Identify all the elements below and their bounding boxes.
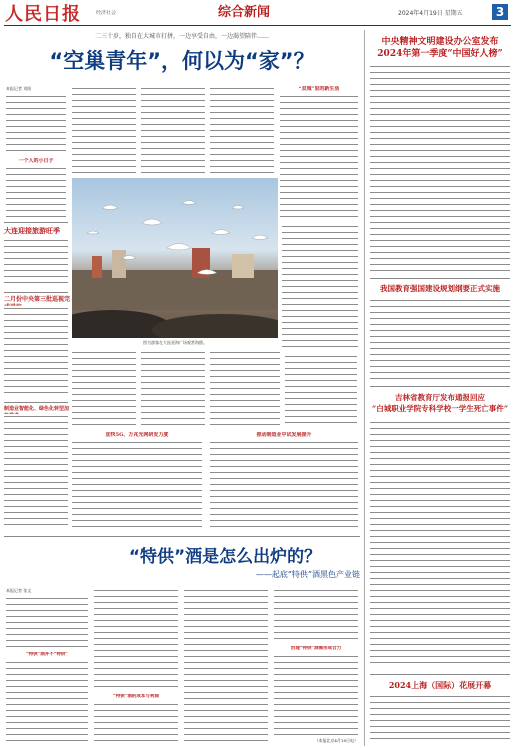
right-story2-title: 我国教育强国建设规划纲要正式实施: [380, 284, 500, 293]
seagulls-illustration: [72, 178, 278, 338]
brief-body-2: [4, 306, 68, 398]
lead-column-2: [72, 86, 136, 176]
wine-subhead-1: “特供”酒并不“特供”: [26, 652, 68, 657]
wine-rule: [4, 536, 360, 537]
brief-title-2: 二月份中央第三批巡视完: [4, 296, 71, 303]
mid-column-1: [72, 350, 136, 428]
right-divider-1: [370, 278, 510, 279]
right-story1-body: [370, 64, 510, 272]
brief-body-1: [4, 238, 68, 288]
right-story4-body: [370, 694, 510, 744]
wine-column-2b: [94, 702, 178, 744]
lead-column-4: [210, 86, 274, 176]
right-story3-title: 吉林省教育厅发布通报回应 “白城职业学院专科学校一学生死亡事件”: [371, 393, 509, 413]
date-line: 2024年4月19日 星期五: [398, 10, 463, 17]
lead-column-6: [282, 224, 358, 350]
masthead: [0, 0, 515, 32]
mid-subhead-b: 推动制造业中试发展提升: [256, 432, 312, 438]
wine-end-note: （本报北京4月18日电）: [314, 738, 358, 743]
lead-column-1b: [6, 166, 66, 218]
lead-subhead-2: “双城”里的新生活: [298, 86, 340, 92]
masthead-meta: 经济社会: [96, 10, 117, 16]
mid-column-6: [210, 440, 358, 530]
right-story1-title: 中央精神文明建设办公室发布 2024年第一季度“中国好人榜”: [377, 37, 503, 59]
brief-title-3: 制造业智能化、绿色化转型加: [4, 406, 70, 412]
right-divider-2: [370, 386, 510, 387]
brief-divider-3: [4, 402, 68, 403]
right-story2-body: [370, 298, 510, 380]
wine-subhead-2: “特供”酒的成本与利润: [113, 694, 159, 699]
page-number-badge: 3: [492, 4, 508, 20]
brief-body-3: [4, 414, 68, 530]
right-divider-3: [370, 674, 510, 675]
mid-column-5: [72, 440, 202, 530]
column-separator: [364, 30, 365, 746]
lead-subhead-1: 一个人的小日子: [18, 158, 54, 164]
lead-kicker: 二三十岁，独自在大城市打拼，一边享受自由，一边渴望陪伴……: [94, 33, 269, 40]
wine-column-1: [6, 596, 88, 650]
wine-column-3: [184, 588, 268, 744]
photo-caption: 图为游客在大连星海广场观赏海鸥。: [143, 340, 207, 345]
mid-column-4: [285, 354, 357, 424]
wine-subhead-3: 治理“特供”酒需形成合力: [290, 646, 342, 651]
section-title: 综合新闻: [218, 5, 271, 20]
lead-column-3: [141, 86, 205, 176]
masthead-rule: [4, 25, 511, 26]
wine-column-1b: [6, 660, 88, 744]
wine-column-2: [94, 588, 178, 692]
brief-divider-2: [4, 292, 68, 293]
lead-title: “空巢青年”，何以为“家”？: [49, 49, 315, 73]
wine-column-4b: [274, 654, 358, 736]
lead-photo: [72, 178, 278, 338]
newspaper-logo: 人民日报: [5, 4, 81, 25]
brief-title-1: 大连迎接旅游旺季: [4, 226, 60, 235]
right-story4-title: 2024上海（国际）花展开幕: [388, 680, 492, 690]
wine-subtitle: ——起底“特供”酒黑色产业链: [255, 570, 360, 579]
lead-byline: 本报记者 刘阳: [6, 86, 32, 91]
mid-column-3: [210, 350, 280, 428]
lead-column-5: [280, 94, 358, 220]
right-story3-body: [370, 420, 510, 668]
wine-title: “特供”酒是怎么出炉的？: [128, 547, 322, 567]
brief-divider-1: [4, 222, 68, 223]
mid-subhead-a: 加快5G、万兆光网研发力度: [105, 432, 169, 438]
wine-column-4: [274, 588, 358, 644]
lead-column-1: [6, 94, 66, 156]
wine-byline: 本报记者 张文: [6, 588, 32, 593]
mid-column-2: [141, 350, 205, 428]
